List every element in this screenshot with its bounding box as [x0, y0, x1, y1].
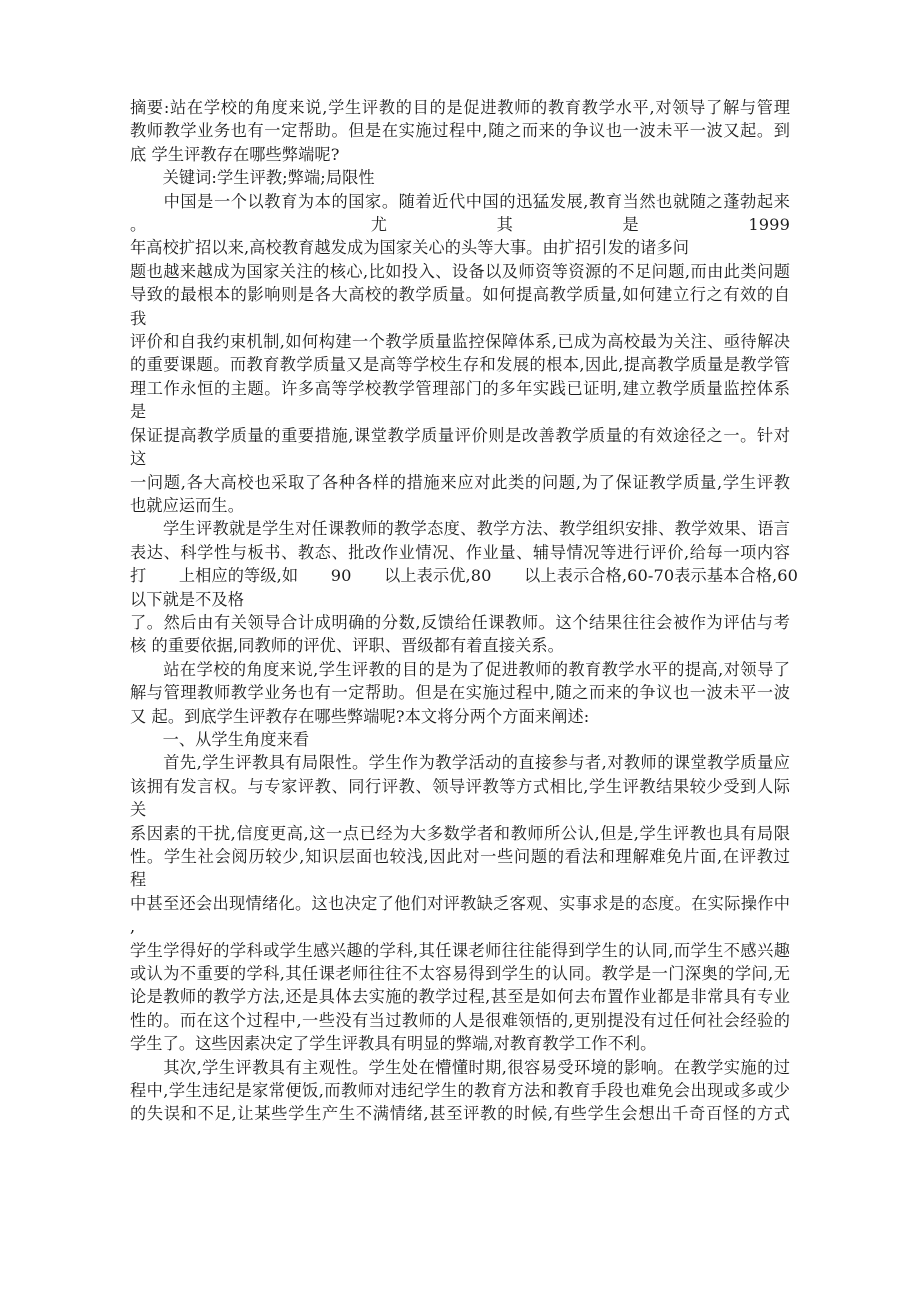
document-line: 中甚至还会出现情绪化。这也决定了他们对评教缺乏客观、实事求是的态度。在实际操作中	[130, 893, 790, 913]
document-line: 保证提高教学质量的重要措施,课堂教学质量评价则是改善教学质量的有效途径之一。针对	[130, 425, 790, 445]
document-line: 导致的最根本的影响则是各大高校的教学质量。如何提高教学质量,如何建立行之有效的自	[130, 285, 790, 305]
document-line: 性的。而在这个过程中,一些没有当过教师的人是很难领悟的,更别提没有过任何社会经验的	[130, 1010, 790, 1030]
document-line: 系因素的干扰,信度更高,这一点已经为大多数学者和教师所公认,但是,学生评教也具有局限	[130, 823, 790, 843]
document-line: 中国是一个以教育为本的国家。随着近代中国的迅猛发展,教育当然也就随之蓬勃起来	[130, 191, 790, 211]
document-line: 一问题,各大高校也采取了各种各样的措施来应对此类的问题,为了保证教学质量,学生评教	[130, 472, 790, 492]
document-line-segment-right: 尤其是1999	[370, 215, 790, 235]
document-line: 一、从学生角度来看	[130, 729, 310, 749]
document-line: 该拥有发言权。与专家评教、同行评教、领导评教等方式相比,学生评教结果较少受到人际	[130, 776, 790, 796]
document-line: 程中,学生违纪是家常便饭,而教师对违纪学生的教育方法和教育手段也难免会出现或多或少	[130, 1081, 790, 1101]
document-line: 底 学生评教存在哪些弊端呢?	[130, 144, 340, 164]
document-line: 解与管理教师教学业务也有一定帮助。但是在实施过程中,随之而来的争议也一波未平一波	[130, 683, 790, 703]
document-line: 也就应运而生。	[130, 495, 245, 515]
document-line: 摘要:站在学校的角度来说,学生评教的目的是促进教师的教育教学水平,对领导了解与管理	[130, 98, 790, 117]
document-line: 站在学校的角度来说,学生评教的目的是为了促进教师的教育教学水平的提高,对领导了	[130, 659, 790, 679]
document-line: 关键词:学生评教;弊端;局限性	[130, 168, 375, 188]
document-line	[130, 213, 790, 236]
document-line: 教师教学业务也有一定帮助。但是在实施过程中,随之而来的争议也一波未平一波又起。到	[130, 121, 790, 141]
document-line: 这	[130, 449, 147, 469]
document-line: 理工作永恒的主题。许多高等学校教学管理部门的多年实践已证明,建立教学质量监控体系	[130, 378, 790, 398]
document-line: 的重要课题。而教育教学质量又是高等学校生存和发展的根本,因此,提高教学质量是教学管	[130, 355, 790, 375]
document-line: 以下就是不及格	[130, 589, 245, 609]
document-line: 学生了。这些因素决定了学生评教具有明显的弊端,对教育教学工作不利。	[130, 1034, 657, 1054]
document-line: 首先,学生评教具有局限性。学生作为教学活动的直接参与者,对教师的课堂教学质量应	[130, 753, 790, 773]
document-line: 评价和自我约束机制,如何构建一个教学质量监控保障体系,已成为高校最为关注、亟待解决	[130, 332, 790, 352]
document-line: 了。然后由有关领导合计成明确的分数,反馈给任课教师。这个结果往往会被作为评估与考	[130, 612, 790, 632]
document-line: 程	[130, 870, 147, 890]
document-line: 性。学生社会阅历较少,知识层面也较浅,因此对一些问题的看法和理解难免片面,在评教过	[130, 847, 790, 866]
document-line: 学生学得好的学科或学生感兴趣的学科,其任课老师往往能得到学生的认同,而学生不感兴趣	[130, 940, 790, 960]
document-line: 表达、科学性与板书、教态、批改作业情况、作业量、辅导情况等进行评价,给每一项内容	[130, 542, 790, 562]
document-line: 其次,学生评教具有主观性。学生处在懵懂时期,很容易受环境的影响。在教学实施的过	[130, 1057, 790, 1077]
document-line: 我	[130, 308, 147, 328]
document-line-segment-left: 。	[130, 215, 256, 235]
document-line: 的失误和不足,让某些学生产生不满情绪,甚至评教的时候,有些学生会想出千奇百怪的方式	[130, 1104, 790, 1124]
document-line: 或认为不重要的学科,其任课老师往往不太容易得到学生的认同。教学是一门深奥的学问,无	[130, 964, 790, 984]
document-line: 学生评教就是学生对任课教师的教学态度、教学方法、教学组织安排、教学效果、语言	[130, 519, 790, 539]
document-line: 又 起。到底学生评教存在哪些弊端呢?本文将分两个方面来阐述:	[130, 706, 590, 726]
document-line: 论是教师的教学方法,还是具体去实施的教学过程,甚至是如何去布置作业都是非常具有专业	[130, 987, 790, 1007]
document-text-body	[130, 96, 799, 1126]
document-line: 核 的重要依据,同教师的评优、评职、晋级都有着直接关系。	[130, 636, 564, 656]
document-line: 打 上相应的等级,如 90 以上表示优,80 以上表示合格,60-70表示基本合格,60	[130, 566, 799, 586]
document-line: 年高校扩招以来,高校教育越发成为国家关心的头等大事。由扩招引发的诸多问	[130, 238, 690, 258]
document-line: ,	[130, 917, 136, 937]
document-line: 是	[130, 402, 147, 422]
document-line: 关	[130, 800, 147, 820]
document-line: 题也越来越成为国家关注的核心,比如投入、设备以及师资等资源的不足问题,而由此类问题	[130, 261, 790, 281]
